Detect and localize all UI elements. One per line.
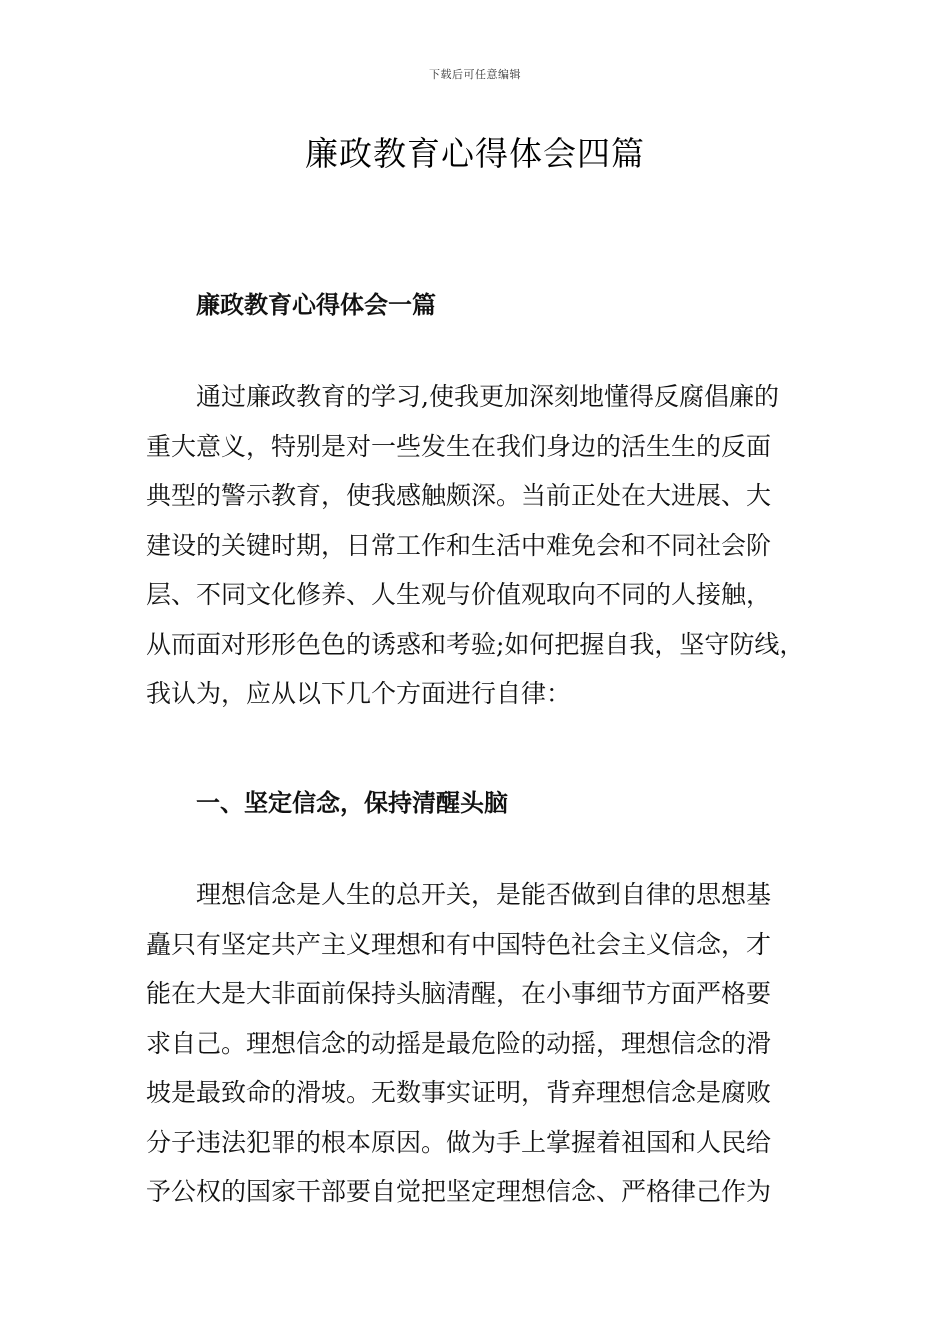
paragraph-line: 我认为，应从以下几个方面进行自律：: [146, 679, 572, 708]
subheading: 一、坚定信念，保持清醒头脑: [196, 788, 508, 817]
header-note: 下载后可任意编辑: [429, 68, 521, 81]
paragraph-2: [146, 870, 830, 1217]
paragraph-line: 坡是最致命的滑坡。无数事实证明，背弃理想信念是腐败: [146, 1078, 772, 1107]
document-title: 廉政教育心得体会四篇: [305, 134, 645, 173]
paragraph-line: 层、不同文化修养、人生观与价值观取向不同的人接触，: [146, 580, 772, 609]
paragraph-line: 典型的警示教育，使我感触颇深。当前正处在大进展、大: [146, 481, 772, 510]
paragraph-line: 重大意义，特别是对一些发生在我们身边的活生生的反面: [146, 431, 772, 461]
paragraph-line: 通过廉政教育的学习,使我更加深刻地懂得反腐倡廉的: [196, 382, 779, 411]
section-heading: 廉政教育心得体会一篇: [196, 290, 436, 319]
paragraph-line: 矗只有坚定共产主义理想和有中国特色社会主义信念，才: [146, 929, 772, 959]
paragraph-line: 理想信念是人生的总开关，是能否做到自律的思想基: [196, 880, 772, 909]
paragraph-line: 予公权的国家干部要自觉把坚定理想信念、严格律己作为: [146, 1177, 772, 1206]
paragraph-line: 分子违法犯罪的根本原因。做为手上掌握着祖国和人民给: [146, 1127, 772, 1157]
paragraph-line: 建设的关键时期，日常工作和生活中难免会和不同社会阶: [146, 530, 772, 560]
paragraph-line: 能在大是大非面前保持头脑清醒，在小事细节方面严格要: [146, 979, 772, 1008]
paragraph-1: [146, 372, 830, 719]
paragraph-line: 从而面对形形色色的诱惑和考验;如何把握自我，坚守防线，: [146, 629, 805, 659]
paragraph-line: 求自己。理想信念的动摇是最危险的动摇，理想信念的滑: [146, 1028, 772, 1058]
